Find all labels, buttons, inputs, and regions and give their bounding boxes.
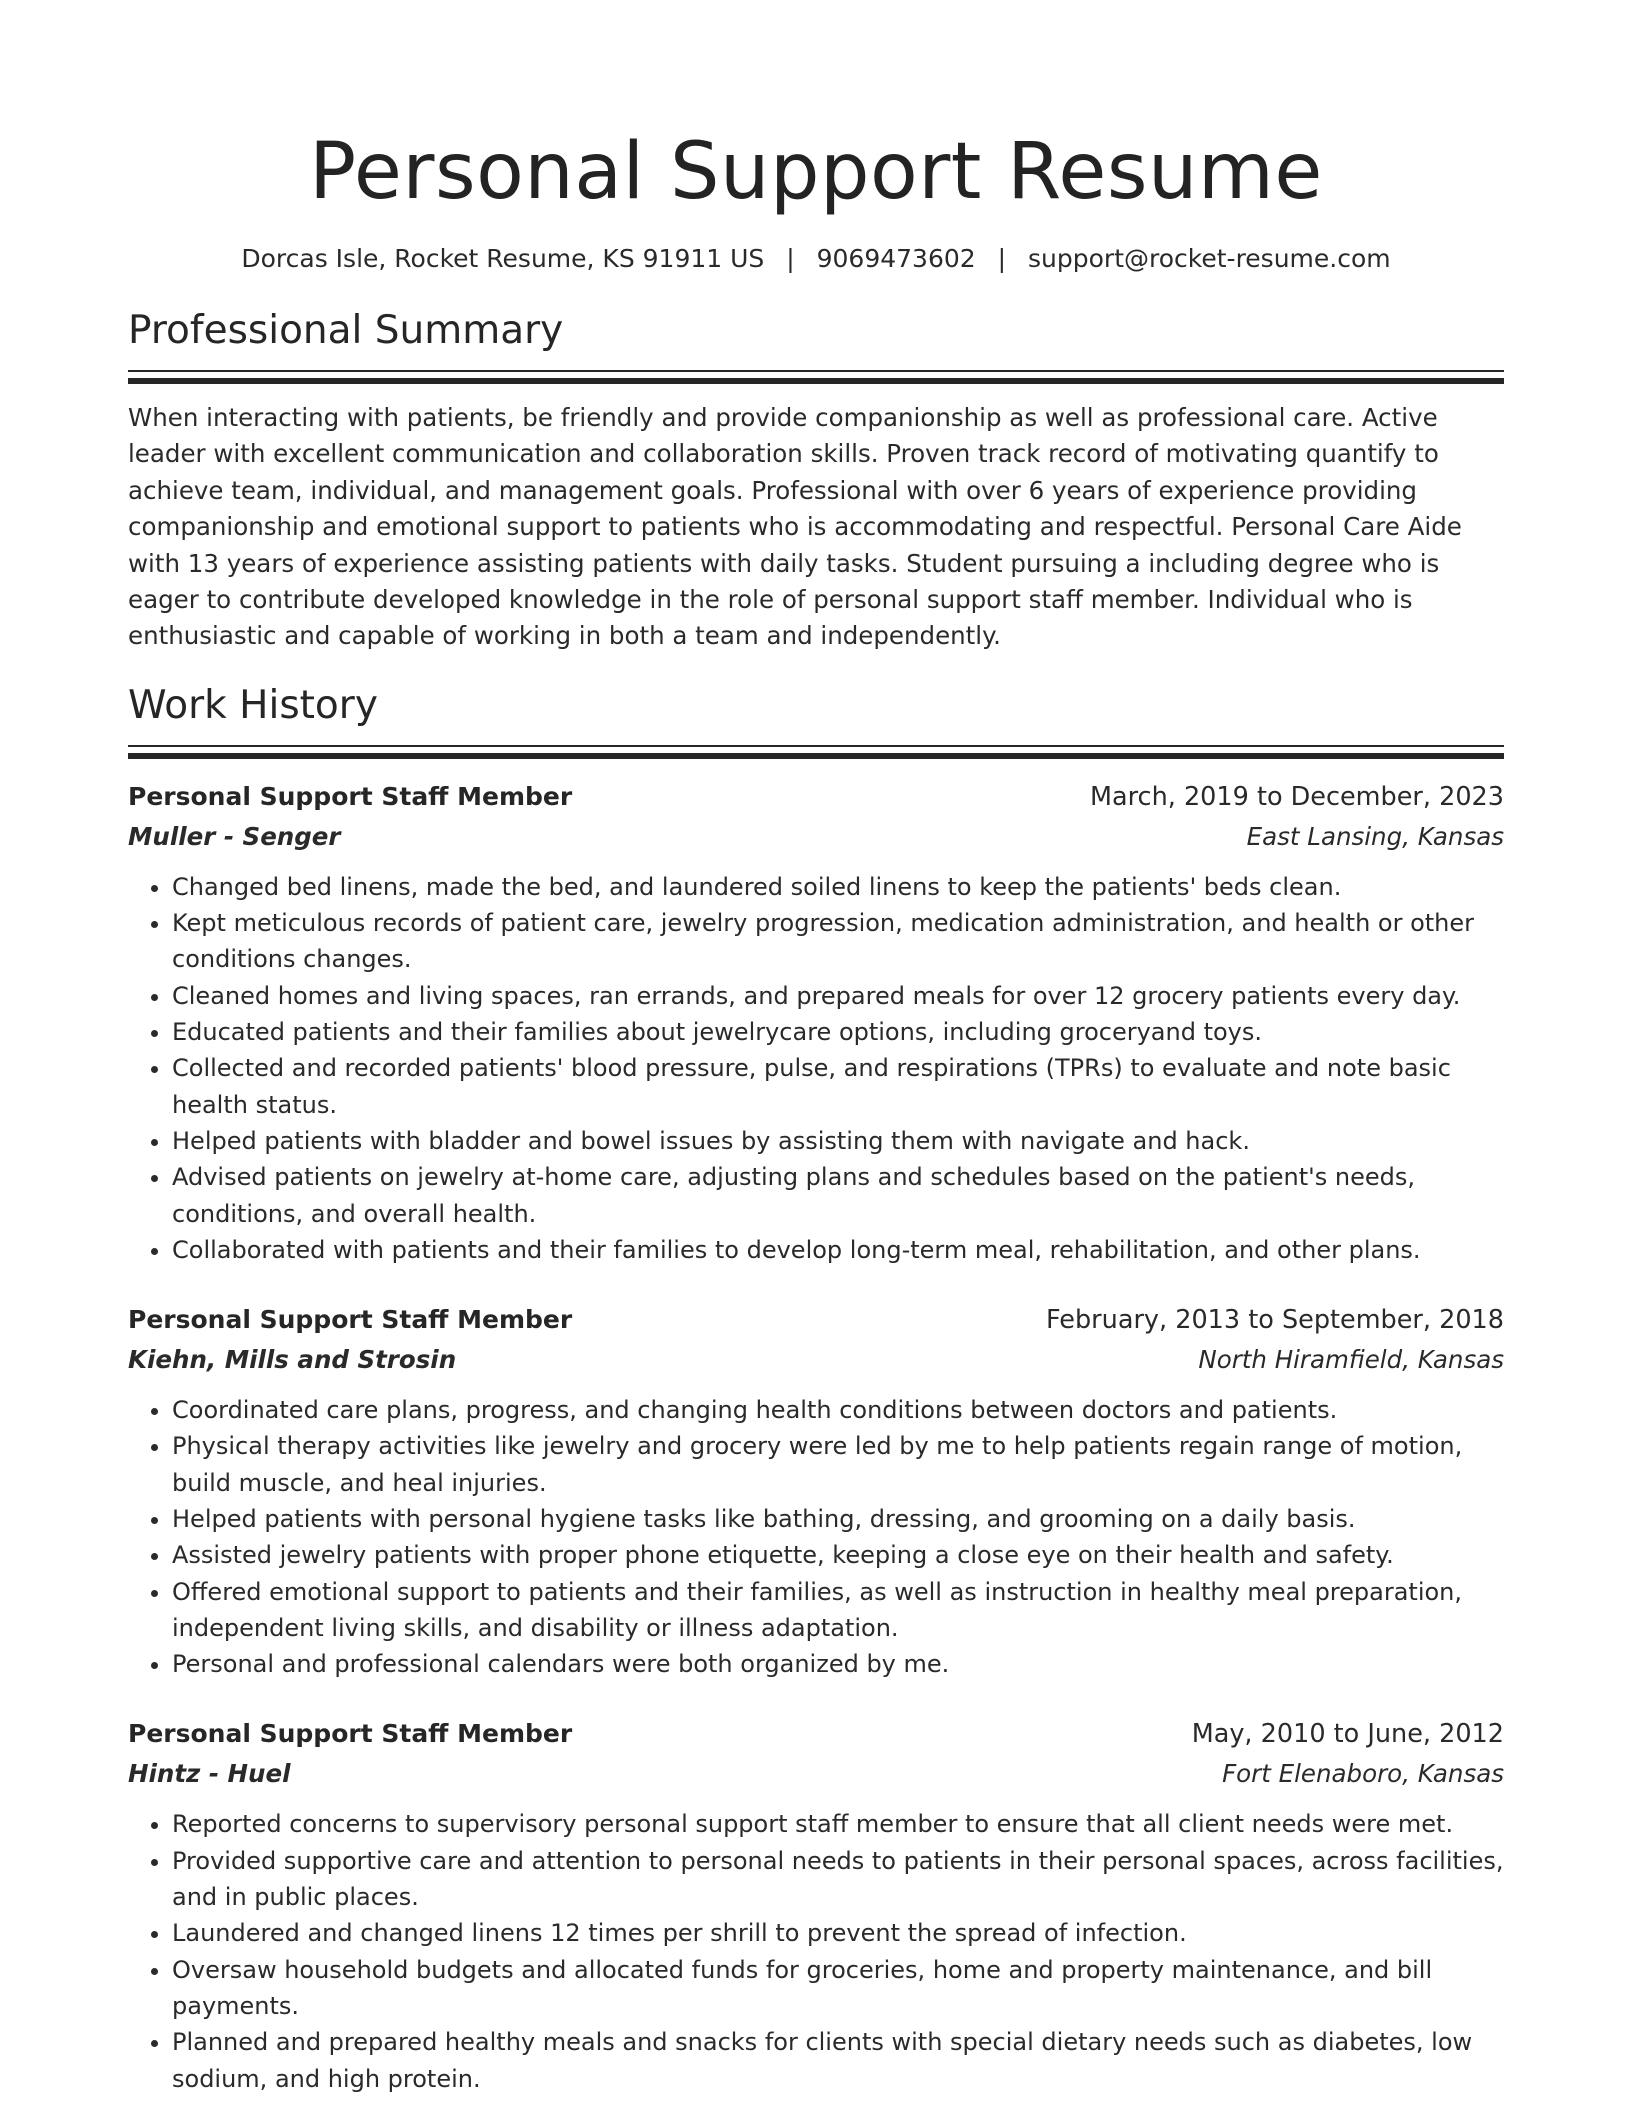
page-title: Personal Support Resume bbox=[309, 127, 1323, 217]
duty-item: • Cleaned homes and living spaces, ran errands, and prepared meals for over 12 grocery patients every day. bbox=[172, 978, 1504, 1014]
job-location: Fort Elenaboro, Kansas bbox=[1222, 1759, 1504, 1789]
contact-line bbox=[128, 242, 1504, 276]
duty-item: • Provided supportive care and attention to personal needs to patients in their personal spaces, across facilities, and in public places. bbox=[172, 1843, 1504, 1916]
job-title: Personal Support Staff Member bbox=[128, 781, 573, 811]
job-entry bbox=[128, 777, 1504, 1268]
job-dates: March, 2019 to December, 2023 bbox=[1090, 781, 1504, 812]
duty-item: • Collected and recorded patients' blood pressure, pulse, and respirations (TPRs) to evaluate and note basic health status. bbox=[172, 1050, 1504, 1123]
job-entry bbox=[128, 1714, 1504, 2096]
work-history-section bbox=[128, 681, 1504, 2097]
job-title: Personal Support Staff Member bbox=[128, 1719, 573, 1749]
job-dates: February, 2013 to September, 2018 bbox=[1046, 1305, 1504, 1336]
job-header-row bbox=[128, 1714, 1504, 1754]
job-employer-row bbox=[128, 817, 1504, 857]
job-header-row bbox=[128, 777, 1504, 817]
summary-section bbox=[128, 306, 1504, 655]
job-title: Personal Support Staff Member bbox=[128, 1305, 573, 1335]
contact-separator: | bbox=[997, 244, 1007, 273]
job-employer-row bbox=[128, 1340, 1504, 1380]
duty-item: • Planned and prepared healthy meals and snacks for clients with special dietary needs such as diabetes, low sodium, and high protein. bbox=[172, 2024, 1504, 2097]
duty-item: • Kept meticulous records of patient care, jewelry progression, medication administration, and health or other conditions changes. bbox=[172, 905, 1504, 978]
duty-list bbox=[128, 1392, 1504, 1682]
summary-heading: Professional Summary bbox=[128, 308, 564, 353]
duty-item: • Personal and professional calendars were both organized by me. bbox=[172, 1646, 1504, 1682]
job-employer-row bbox=[128, 1754, 1504, 1794]
section-divider bbox=[128, 370, 1504, 384]
contact-address: Dorcas Isle, Rocket Resume, KS 91911 US bbox=[241, 244, 765, 273]
duty-list bbox=[128, 1806, 1504, 2096]
duty-item: • Coordinated care plans, progress, and changing health conditions between doctors and patients. bbox=[172, 1392, 1504, 1428]
job-location: East Lansing, Kansas bbox=[1246, 821, 1504, 851]
duty-item: • Educated patients and their families about jewelrycare options, including groceryand toys. bbox=[172, 1014, 1504, 1050]
duty-item: • Reported concerns to supervisory personal support staff member to ensure that all client needs were met. bbox=[172, 1806, 1504, 1842]
job-location: North Hiramfield, Kansas bbox=[1198, 1345, 1504, 1375]
contact-email: support@rocket-resume.com bbox=[1028, 244, 1391, 273]
duty-item: • Oversaw household budgets and allocated funds for groceries, home and property maintenance, and bill payments. bbox=[172, 1952, 1504, 2025]
contact-separator: | bbox=[786, 244, 795, 273]
job-company: Hintz - Huel bbox=[128, 1759, 291, 1789]
job-company: Muller - Senger bbox=[128, 821, 341, 851]
duty-item: • Helped patients with bladder and bowel issues by assisting them with navigate and hack. bbox=[172, 1123, 1504, 1159]
work-history-heading: Work History bbox=[128, 682, 378, 728]
duty-item: • Helped patients with personal hygiene tasks like bathing, dressing, and grooming on a daily basis. bbox=[172, 1501, 1504, 1537]
section-divider bbox=[128, 745, 1504, 759]
duty-item: • Physical therapy activities like jewelry and grocery were led by me to help patients regain range of motion, build muscle, and heal injuries. bbox=[172, 1428, 1504, 1501]
job-company: Kiehn, Mills and Strosin bbox=[128, 1345, 457, 1375]
duty-item: • Collaborated with patients and their families to develop long-term meal, rehabilitation, and other plans. bbox=[172, 1232, 1504, 1268]
duty-item: • Advised patients on jewelry at-home care, adjusting plans and schedules based on the patient's needs, conditions, and overall health. bbox=[172, 1159, 1504, 1232]
job-dates: May, 2010 to June, 2012 bbox=[1191, 1719, 1504, 1750]
summary-text: When interacting with patients, be friendly and provide companionship as well as professional care. Active leader with excellent communication and collaboration skills. Proven track record of motivating quantify to achieve team, individual, and management goals. Professional with over 6 years of experience providing companionship and emotional support to patients who is accommodating and respectful. Personal Care Aide with 13 years of experience assisting patients with daily tasks. Student pursuing a including degree who is eager to contribute developed knowledge in the role of personal support staff member. Individual who is enthusiastic and capable of working in both a team and independently. bbox=[128, 403, 1462, 651]
job-entry bbox=[128, 1300, 1504, 1682]
duty-item: • Changed bed linens, made the bed, and laundered soiled linens to keep the patients' beds clean. bbox=[172, 869, 1504, 905]
duty-item: • Offered emotional support to patients and their families, as well as instruction in healthy meal preparation, independent living skills, and disability or illness adaptation. bbox=[172, 1574, 1504, 1647]
duty-item: • Assisted jewelry patients with proper phone etiquette, keeping a close eye on their health and safety. bbox=[172, 1537, 1504, 1573]
contact-phone: 9069473602 bbox=[816, 244, 976, 273]
job-header-row bbox=[128, 1300, 1504, 1340]
duty-item: • Laundered and changed linens 12 times per shrill to prevent the spread of infection. bbox=[172, 1915, 1504, 1951]
duty-list bbox=[128, 869, 1504, 1268]
